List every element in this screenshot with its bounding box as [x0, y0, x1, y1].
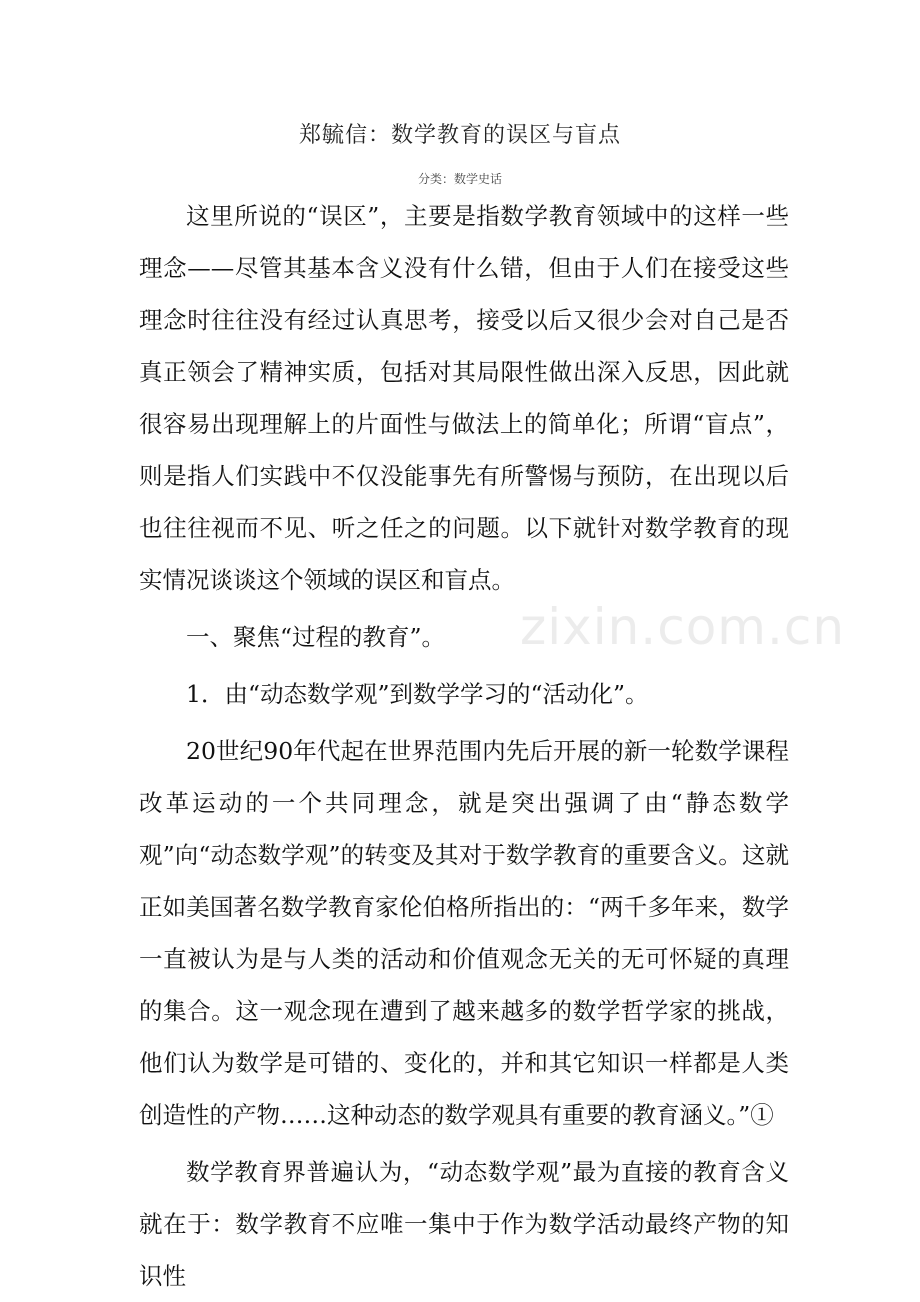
paragraph-reform: 20世纪90年代起在世界范围内先后开展的新一轮数学课程改革运动的一个共同理念，就是突出强调了由“静态数学观”向“动态数学观”的转变及其对于数学教育的重要含义。这就正如美国著名数学教育家伦伯格所指出的：“两千多年来，数学一直被认为是与人类的活动和价值观念无关的无可怀疑的真理的集合。这一观念现在遭到了越来越多的数学哲学家的挑战，他们认为数学是可错的、变化的，并和其它知识一样都是人类创造性的产物……这种动态的数学观具有重要的教育涵义。”① [139, 737, 789, 1129]
paragraph-intro: 这里所说的“误区”，主要是指数学教育领域中的这样一些理念——尽管其基本含义没有什么错，但由于人们在接受这些理念时往往没有经过认真思考，接受以后又很少会对自己是否真正领会了精神实质，包括对其局限性做出深入反思，因此就很容易出现理解上的片面性与做法上的简单化；所谓“盲点”，则是指人们实践中不仅没能事先有所警惕与预防，在出现以后也往往视而不见、听之任之的问题。以下就针对数学教育的现实情况谈谈这个领域的误区和盲点。 [139, 202, 789, 594]
section-heading: 一、聚焦“过程的教育”。 [186, 623, 446, 651]
document-body [139, 190, 789, 1302]
paragraph-implication: 数学教育界普遍认为，“动态数学观”最为直接的教育含义就在于：数学教育不应唯一集中于作为数学活动最终产物的知识性 [139, 1158, 789, 1290]
document-title: 郑毓信：数学教育的误区与盲点 [298, 123, 621, 148]
watermark: zixin.com.cn [520, 598, 846, 656]
category-label: 分类：数学史话 [417, 172, 502, 186]
subsection-heading: 1．由“动态数学观”到数学学习的“活动化”。 [186, 680, 649, 708]
